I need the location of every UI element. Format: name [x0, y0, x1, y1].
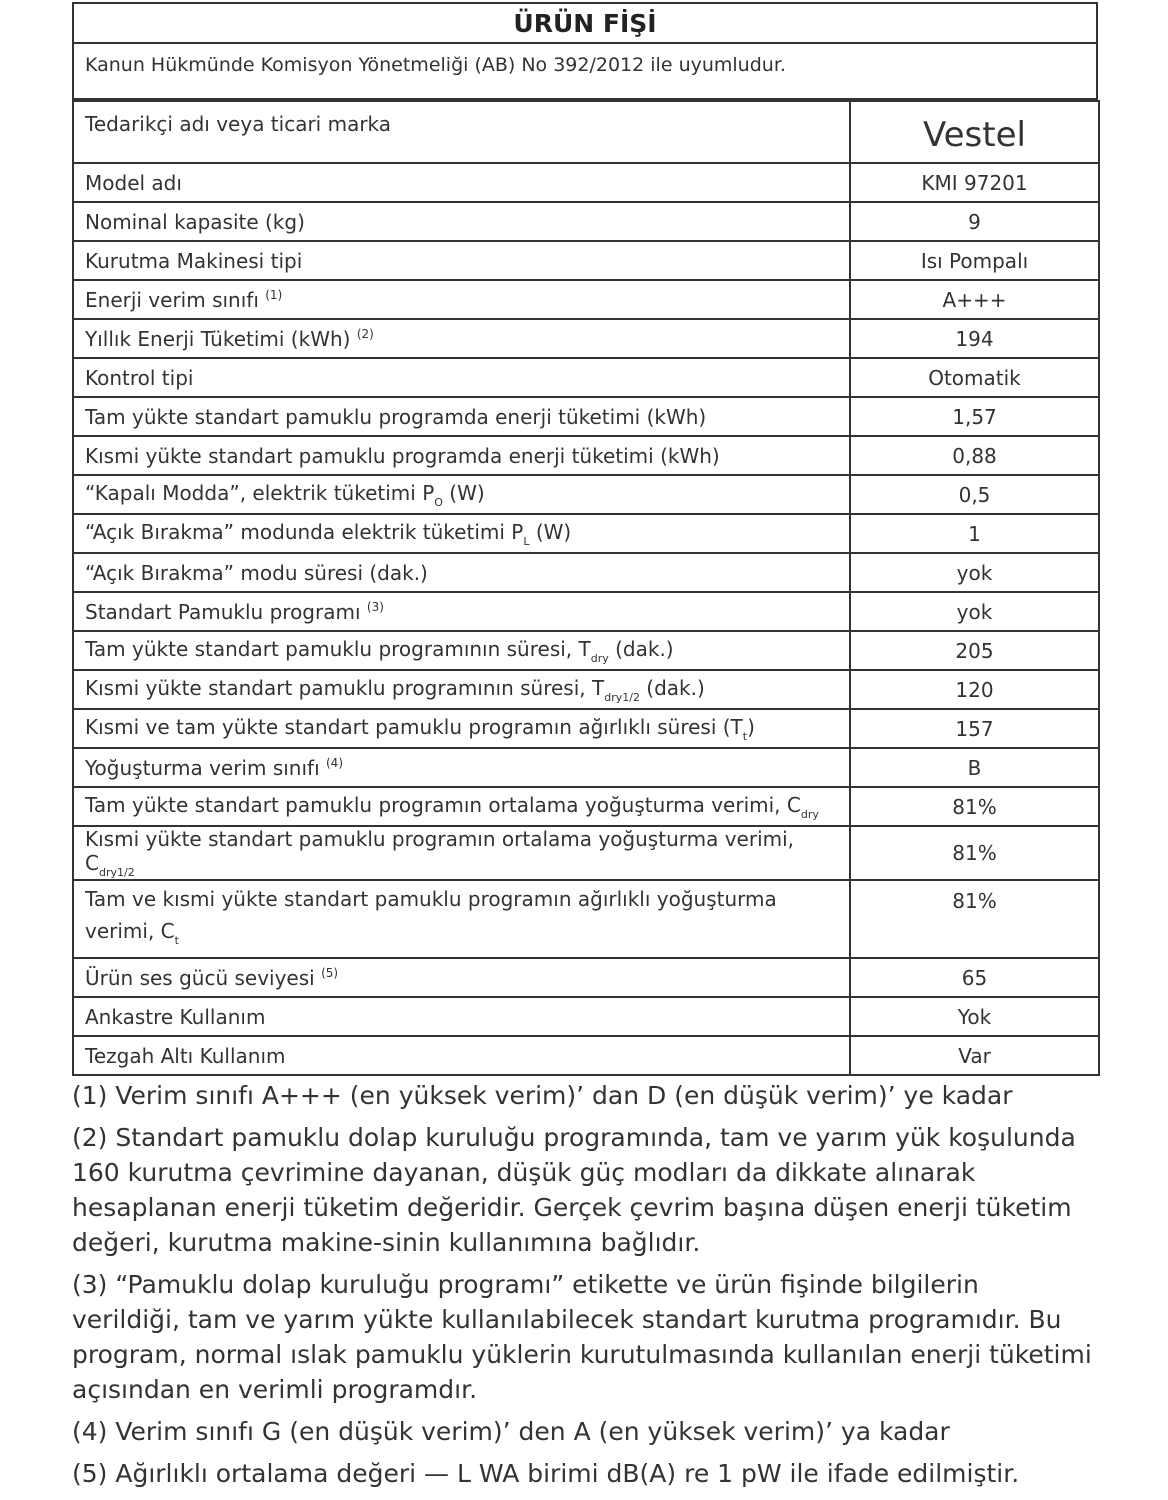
- left-on-value: 1: [850, 514, 1099, 553]
- row-full-duration: [73, 631, 1099, 670]
- row-annual-energy: [73, 319, 1099, 358]
- regulation-note: Kanun Hükmünde Komisyon Yönetmeliği (AB) No 392/2012 ile uyumludur.: [72, 44, 1098, 100]
- footnote-4: (4) Verim sınıfı G (en düşük verim)’ den A (en yüksek verim)’ ya kadar: [72, 1417, 950, 1446]
- row-under-counter: [73, 1036, 1099, 1075]
- row-std-program: [73, 592, 1099, 631]
- partial-duration-unit: (dak.): [639, 675, 705, 700]
- std-program-text: Standart Pamuklu programı: [85, 599, 361, 624]
- noise-value: 65: [850, 958, 1099, 997]
- left-on-duration-label: “Açık Bırakma” modu süresi (dak.): [73, 553, 850, 592]
- dryer-type-label: Kurutma Makinesi tipi: [73, 241, 850, 280]
- product-sheet: [72, 2, 1098, 1076]
- row-noise: [73, 958, 1099, 997]
- row-partial-condensation: [73, 826, 1099, 880]
- partial-duration-text: Kısmi yükte standart pamuklu programının süresi, T: [85, 675, 605, 700]
- subscript: dry: [800, 807, 819, 821]
- subscript: t: [174, 934, 179, 947]
- subscript: L: [523, 534, 530, 548]
- partial-duration-label: [73, 670, 850, 709]
- weighted-condensation-value: 81%: [850, 880, 1099, 958]
- left-on-duration-value: yok: [850, 553, 1099, 592]
- subscript: dry1/2: [604, 690, 640, 704]
- full-duration-value: 205: [850, 631, 1099, 670]
- subscript: t: [742, 729, 748, 743]
- row-weighted-duration: [73, 709, 1099, 748]
- row-full-condensation: [73, 787, 1099, 826]
- subscript: dry1/2: [98, 866, 135, 879]
- row-left-on-duration: [73, 553, 1099, 592]
- footnote-5: (5) Ağırlıklı ortalama değeri — L WA birimi dB(A) re 1 pW ile ifade edilmiştir.: [72, 1459, 1020, 1488]
- built-in-value: Yok: [850, 997, 1099, 1036]
- row-partial-load-energy: [73, 436, 1099, 475]
- full-condensation-value: 81%: [850, 787, 1099, 826]
- left-on-label: [73, 514, 850, 553]
- model-label: Model adı: [73, 163, 850, 202]
- off-mode-label: [73, 475, 850, 514]
- std-program-label: [73, 592, 850, 631]
- row-full-load-energy: [73, 397, 1099, 436]
- weighted-duration-label: [73, 709, 850, 748]
- off-mode-text: “Kapalı Modda”, elektrik tüketimi P: [85, 480, 435, 505]
- noise-text: Ürün ses gücü seviyesi: [85, 965, 315, 990]
- footnote-2: (2) Standart pamuklu dolap kuruluğu programında, tam ve yarım yük koşulunda 160 kurutma çevrimine dayanan, düşük güç modları da dikkate alınarak hesaplanan enerji tüketim değeridir. Gerçek çevrim başına düşen enerji tüketim değeri, kurutma makine-sinin kullanımına bağlıdır.: [72, 1123, 1076, 1257]
- full-condensation-label: [73, 787, 850, 826]
- row-weighted-condensation: [73, 880, 1099, 958]
- full-duration-label: [73, 631, 850, 670]
- capacity-label: Nominal kapasite (kg): [73, 202, 850, 241]
- subscript: O: [434, 495, 443, 509]
- subscript: dry: [590, 651, 609, 665]
- row-off-mode: [73, 475, 1099, 514]
- footnotes: [72, 1078, 1092, 1498]
- footnote-1: (1) Verim sınıfı A+++ (en yüksek verim)’ dan D (en düşük verim)’ ye kadar: [72, 1081, 1013, 1110]
- row-energy-class: [73, 280, 1099, 319]
- energy-class-label: [73, 280, 850, 319]
- footnote-ref: (2): [356, 326, 374, 341]
- condensation-class-label: [73, 748, 850, 787]
- row-condensation-class: [73, 748, 1099, 787]
- full-duration-text: Tam yükte standart pamuklu programının süresi, T: [85, 636, 591, 661]
- footnote-3: (3) “Pamuklu dolap kuruluğu programı” etikette ve ürün fişinde bilgilerin verildiği, tam ve yarım yükte kullanılabilecek standart kurutma programıdır. Bu program, normal ıslak pamuklu yüklerin kurutulmasında kullanılan enerji tüketimi açısından en verimli programdır.: [72, 1270, 1092, 1404]
- built-in-label: Ankastre Kullanım: [73, 997, 850, 1036]
- annual-energy-label: [73, 319, 850, 358]
- weighted-condensation-text: Tam ve kısmi yükte standart pamuklu programın ağırlıklı yoğuşturma verimi, C: [85, 887, 777, 943]
- full-duration-unit: (dak.): [608, 636, 674, 661]
- row-dryer-type: [73, 241, 1099, 280]
- spec-table: [72, 100, 1100, 1076]
- supplier-value: Vestel: [850, 101, 1099, 163]
- off-mode-value: 0,5: [850, 475, 1099, 514]
- dryer-type-value: Isı Pompalı: [850, 241, 1099, 280]
- row-built-in: [73, 997, 1099, 1036]
- row-left-on: [73, 514, 1099, 553]
- partial-condensation-value: 81%: [850, 826, 1099, 880]
- weighted-duration-unit: ): [747, 714, 755, 739]
- model-value: KMI 97201: [850, 163, 1099, 202]
- supplier-label: Tedarikçi adı veya ticari marka: [73, 101, 850, 163]
- partial-duration-value: 120: [850, 670, 1099, 709]
- under-counter-value: Var: [850, 1036, 1099, 1075]
- control-value: Otomatik: [850, 358, 1099, 397]
- weighted-duration-value: 157: [850, 709, 1099, 748]
- std-program-value: yok: [850, 592, 1099, 631]
- energy-class-value: A+++: [850, 280, 1099, 319]
- footnote-ref: (4): [326, 755, 343, 770]
- partial-condensation-label: [73, 826, 850, 880]
- footnote-ref: (3): [366, 599, 384, 614]
- partial-load-energy-label: Kısmi yükte standart pamuklu programda enerji tüketimi (kWh): [73, 436, 850, 475]
- weighted-condensation-label: [73, 880, 850, 958]
- row-model: [73, 163, 1099, 202]
- partial-condensation-text: Kısmi yükte standart pamuklu programın ortalama yoğuşturma verimi, C: [85, 827, 795, 875]
- annual-energy-value: 194: [850, 319, 1099, 358]
- row-partial-duration: [73, 670, 1099, 709]
- partial-load-energy-value: 0,88: [850, 436, 1099, 475]
- row-capacity: [73, 202, 1099, 241]
- full-condensation-text: Tam yükte standart pamuklu programın ortalama yoğuşturma verimi, C: [85, 792, 801, 817]
- condensation-class-text: Yoğuşturma verim sınıfı: [85, 755, 320, 780]
- under-counter-label: Tezgah Altı Kullanım: [73, 1036, 850, 1075]
- left-on-unit: (W): [529, 519, 572, 544]
- left-on-text: “Açık Bırakma” modunda elektrik tüketimi P: [85, 519, 524, 544]
- weighted-duration-text: Kısmi ve tam yükte standart pamuklu programın ağırlıklı süresi (T: [85, 714, 743, 739]
- noise-label: [73, 958, 850, 997]
- row-supplier: [73, 101, 1099, 163]
- footnote-ref: (5): [321, 965, 339, 980]
- full-load-energy-label: Tam yükte standart pamuklu programda enerji tüketimi (kWh): [73, 397, 850, 436]
- control-label: Kontrol tipi: [73, 358, 850, 397]
- condensation-class-value: B: [850, 748, 1099, 787]
- capacity-value: 9: [850, 202, 1099, 241]
- annual-energy-text: Yıllık Enerji Tüketimi (kWh): [85, 326, 351, 351]
- energy-class-text: Enerji verim sınıfı: [85, 287, 259, 312]
- sheet-title: ÜRÜN FİŞİ: [72, 2, 1098, 44]
- footnote-ref: (1): [265, 287, 283, 302]
- row-control: [73, 358, 1099, 397]
- off-mode-unit: (W): [442, 480, 485, 505]
- full-load-energy-value: 1,57: [850, 397, 1099, 436]
